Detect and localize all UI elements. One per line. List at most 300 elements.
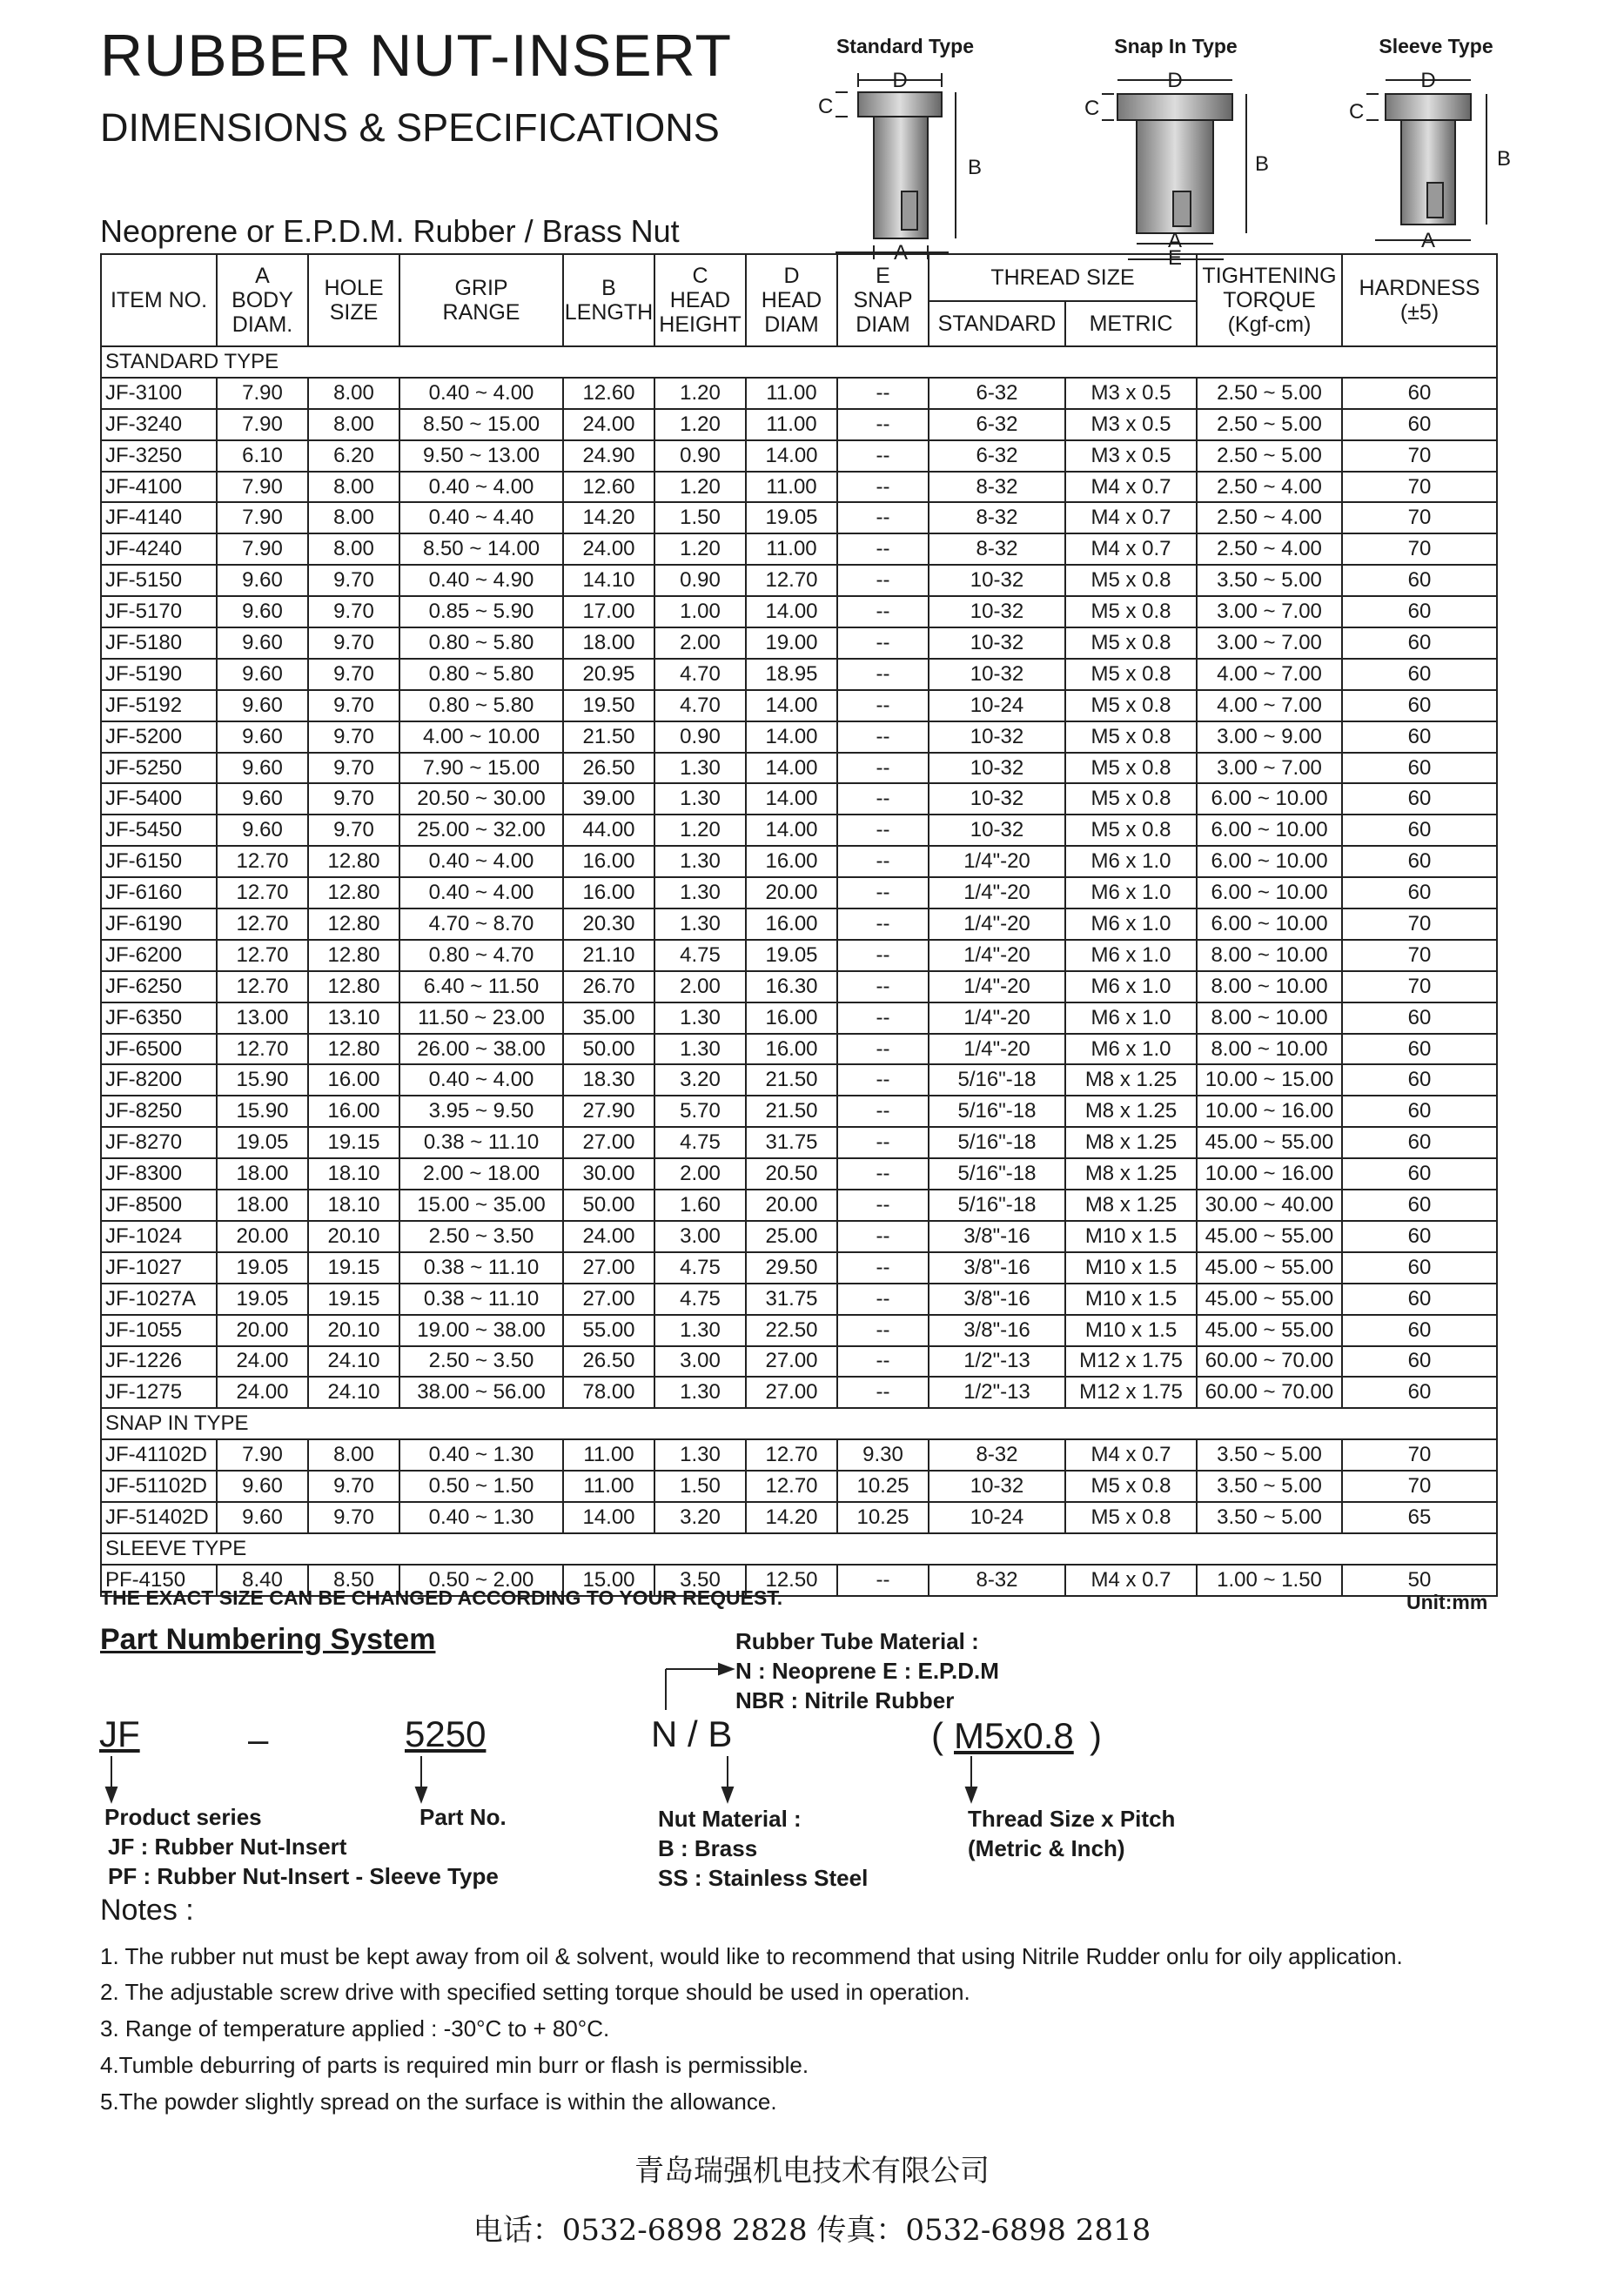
table-cell: M6 x 1.0: [1065, 908, 1197, 940]
table-cell: M5 x 0.8: [1065, 721, 1197, 753]
table-cell: 11.00: [563, 1471, 654, 1502]
table-cell: 6.40 ~ 11.50: [399, 971, 563, 1002]
table-cell: 10-24: [929, 1502, 1065, 1533]
header-hardness: HARDNESS (±5): [1342, 254, 1497, 346]
table-cell: 20.95: [563, 659, 654, 690]
table-cell: 16.00: [308, 1064, 399, 1096]
table-cell: 18.95: [746, 659, 837, 690]
table-cell: JF-3250: [101, 440, 217, 472]
table-cell: 8.40: [217, 1565, 308, 1596]
table-cell: M3 x 0.5: [1065, 378, 1197, 409]
header-d-head-diam: D HEAD DIAM: [746, 254, 837, 346]
table-cell: 9.60: [217, 565, 308, 596]
table-cell: JF-1055: [101, 1315, 217, 1346]
table-cell: JF-6150: [101, 846, 217, 877]
table-cell: 10-32: [929, 753, 1065, 784]
table-cell: 60: [1342, 1096, 1497, 1127]
table-cell: 50.00: [563, 1190, 654, 1221]
table-cell: 5.70: [654, 1096, 746, 1127]
header-grip-range: GRIP RANGE: [399, 254, 563, 346]
table-cell: 26.70: [563, 971, 654, 1002]
table-cell: 60: [1342, 1034, 1497, 1065]
table-cell: 7.90: [217, 1439, 308, 1471]
table-cell: 19.15: [308, 1127, 399, 1158]
table-cell: 60: [1342, 1127, 1497, 1158]
table-cell: 15.90: [217, 1096, 308, 1127]
dim-c: C: [818, 95, 834, 118]
sleeve-type-label: Sleeve Type: [1379, 35, 1493, 57]
table-cell: 4.70: [654, 690, 746, 721]
table-cell: 27.00: [746, 1346, 837, 1378]
table-cell: 3/8"-16: [929, 1252, 1065, 1284]
table-cell: M4 x 0.7: [1065, 533, 1197, 565]
table-cell: JF-5180: [101, 627, 217, 659]
dim-b: B: [1255, 152, 1270, 176]
table-cell: 1.30: [654, 753, 746, 784]
table-cell: 3.50: [654, 1565, 746, 1596]
table-cell: 21.10: [563, 940, 654, 971]
table-cell: --: [837, 1221, 929, 1252]
table-cell: 7.90: [217, 378, 308, 409]
table-cell: 19.05: [217, 1284, 308, 1315]
dim-c: C: [1349, 100, 1365, 124]
table-cell: JF-51102D: [101, 1471, 217, 1502]
table-cell: 5/16"-18: [929, 1096, 1065, 1127]
table-cell: 60.00 ~ 70.00: [1197, 1377, 1342, 1408]
table-cell: M10 x 1.5: [1065, 1252, 1197, 1284]
table-cell: 3.00 ~ 7.00: [1197, 627, 1342, 659]
table-cell: 19.00 ~ 38.00: [399, 1315, 563, 1346]
table-cell: 27.00: [746, 1377, 837, 1408]
table-cell: 14.00: [563, 1502, 654, 1533]
table-cell: --: [837, 502, 929, 533]
table-cell: M4 x 0.7: [1065, 502, 1197, 533]
header-e-snap-diam: E SNAP DIAM: [837, 254, 929, 346]
table-cell: 13.10: [308, 1002, 399, 1034]
table-cell: M5 x 0.8: [1065, 565, 1197, 596]
table-cell: 9.70: [308, 1502, 399, 1533]
table-cell: JF-5450: [101, 815, 217, 846]
note-item: 4.Tumble deburring of parts is required min burr or flash is permissible.: [100, 2052, 809, 2078]
table-cell: M6 x 1.0: [1065, 1002, 1197, 1034]
table-cell: 18.10: [308, 1158, 399, 1190]
table-cell: 4.70 ~ 8.70: [399, 908, 563, 940]
table-cell: 2.50 ~ 4.00: [1197, 502, 1342, 533]
table-cell: --: [837, 1064, 929, 1096]
table-cell: 18.00: [217, 1190, 308, 1221]
table-cell: 3.00 ~ 7.00: [1197, 596, 1342, 627]
table-cell: 9.60: [217, 659, 308, 690]
table-cell: 14.10: [563, 565, 654, 596]
table-cell: 0.85 ~ 5.90: [399, 596, 563, 627]
table-cell: 14.20: [563, 502, 654, 533]
dim-a: A: [893, 241, 909, 261]
table-cell: 8.00: [308, 472, 399, 503]
table-cell: 18.30: [563, 1064, 654, 1096]
table-cell: --: [837, 846, 929, 877]
table-cell: 70: [1342, 440, 1497, 472]
table-cell: 3.50 ~ 5.00: [1197, 1439, 1342, 1471]
table-cell: --: [837, 690, 929, 721]
table-cell: --: [837, 1127, 929, 1158]
note-item: 2. The adjustable screw drive with specified setting torque should be used in operation.: [100, 1979, 970, 2005]
table-cell: 4.00 ~ 10.00: [399, 721, 563, 753]
table-cell: 2.50 ~ 3.50: [399, 1346, 563, 1378]
table-cell: 4.00 ~ 7.00: [1197, 690, 1342, 721]
table-cell: 1.20: [654, 409, 746, 440]
table-cell: 8.50 ~ 15.00: [399, 409, 563, 440]
table-cell: 1.30: [654, 783, 746, 815]
table-cell: 11.00: [746, 409, 837, 440]
table-cell: 24.00: [217, 1377, 308, 1408]
table-cell: 0.90: [654, 565, 746, 596]
table-cell: JF-8250: [101, 1096, 217, 1127]
table-cell: 1.30: [654, 877, 746, 908]
table-cell: 9.60: [217, 753, 308, 784]
table-cell: 0.50 ~ 1.50: [399, 1471, 563, 1502]
table-cell: JF-1024: [101, 1221, 217, 1252]
table-cell: 18.00: [217, 1158, 308, 1190]
table-cell: 10.25: [837, 1502, 929, 1533]
table-cell: JF-6500: [101, 1034, 217, 1065]
table-cell: 29.50: [746, 1252, 837, 1284]
company-name: 青岛瑞强机电技术有限公司: [634, 2154, 990, 2189]
material-subtitle: Neoprene or E.P.D.M. Rubber / Brass Nut: [100, 213, 680, 249]
page-subtitle: DIMENSIONS & SPECIFICATIONS: [100, 105, 720, 150]
dim-a: A: [1420, 229, 1436, 252]
table-cell: M6 x 1.0: [1065, 971, 1197, 1002]
table-cell: JF-5200: [101, 721, 217, 753]
table-cell: JF-5192: [101, 690, 217, 721]
table-cell: 9.60: [217, 783, 308, 815]
table-cell: 8.00: [308, 502, 399, 533]
unit-label: Unit:mm: [1406, 1591, 1488, 1613]
table-cell: 24.90: [563, 440, 654, 472]
table-cell: 24.00: [217, 1346, 308, 1378]
table-cell: 60: [1342, 1002, 1497, 1034]
table-cell: 14.00: [746, 721, 837, 753]
table-cell: 27.00: [563, 1127, 654, 1158]
table-cell: 11.00: [563, 1439, 654, 1471]
table-cell: M5 x 0.8: [1065, 690, 1197, 721]
table-cell: 70: [1342, 533, 1497, 565]
table-cell: 60: [1342, 565, 1497, 596]
table-cell: --: [837, 1096, 929, 1127]
table-cell: 0.90: [654, 440, 746, 472]
table-cell: 12.70: [217, 846, 308, 877]
table-cell: 12.70: [217, 940, 308, 971]
table-cell: M6 x 1.0: [1065, 877, 1197, 908]
table-cell: 21.50: [563, 721, 654, 753]
table-cell: 8-32: [929, 1439, 1065, 1471]
table-cell: JF-3240: [101, 409, 217, 440]
table-cell: 1/4"-20: [929, 908, 1065, 940]
table-cell: 1.00 ~ 1.50: [1197, 1565, 1342, 1596]
table-cell: --: [837, 721, 929, 753]
table-cell: 45.00 ~ 55.00: [1197, 1221, 1342, 1252]
table-cell: 1/4"-20: [929, 846, 1065, 877]
table-cell: 70: [1342, 940, 1497, 971]
dim-b: B: [968, 156, 983, 179]
table-cell: JF-8300: [101, 1158, 217, 1190]
table-cell: 11.50 ~ 23.00: [399, 1002, 563, 1034]
table-cell: 12.80: [308, 971, 399, 1002]
table-cell: 11.00: [746, 378, 837, 409]
table-cell: --: [837, 1377, 929, 1408]
table-cell: 24.00: [563, 533, 654, 565]
table-cell: 6-32: [929, 409, 1065, 440]
table-cell: 8.00: [308, 378, 399, 409]
header-thread-standard: STANDARD: [929, 301, 1065, 346]
table-cell: 1.20: [654, 533, 746, 565]
table-cell: 31.75: [746, 1127, 837, 1158]
nut-material-desc: Nut Material : B : Brass SS : Stainless Steel: [658, 1806, 869, 1891]
table-cell: 12.80: [308, 846, 399, 877]
table-cell: 4.75: [654, 1252, 746, 1284]
table-cell: 1/2"-13: [929, 1346, 1065, 1378]
table-cell: 70: [1342, 908, 1497, 940]
snap-in-type-label: Snap In Type: [1114, 35, 1238, 57]
table-cell: M6 x 1.0: [1065, 940, 1197, 971]
material-token: N / B: [651, 1713, 733, 1754]
table-cell: 16.30: [746, 971, 837, 1002]
table-cell: 0.90: [654, 721, 746, 753]
table-cell: --: [837, 596, 929, 627]
table-cell: 9.60: [217, 815, 308, 846]
table-cell: 78.00: [563, 1377, 654, 1408]
table-cell: 60: [1342, 659, 1497, 690]
table-cell: 0.40 ~ 4.00: [399, 846, 563, 877]
table-cell: 12.70: [746, 1471, 837, 1502]
table-cell: 19.00: [746, 627, 837, 659]
table-cell: 14.00: [746, 783, 837, 815]
table-cell: --: [837, 565, 929, 596]
section-label: SNAP IN TYPE: [101, 1408, 1497, 1439]
table-cell: JF-1275: [101, 1377, 217, 1408]
table-cell: 8.00 ~ 10.00: [1197, 1002, 1342, 1034]
table-cell: 2.50 ~ 5.00: [1197, 440, 1342, 472]
table-cell: JF-5400: [101, 783, 217, 815]
header-a-body-diam: A BODY DIAM.: [217, 254, 308, 346]
table-cell: M8 x 1.25: [1065, 1158, 1197, 1190]
table-cell: JF-8500: [101, 1190, 217, 1221]
table-cell: 60: [1342, 753, 1497, 784]
table-cell: JF-6350: [101, 1002, 217, 1034]
table-cell: 14.00: [746, 690, 837, 721]
table-cell: 17.00: [563, 596, 654, 627]
table-cell: JF-5250: [101, 753, 217, 784]
table-cell: --: [837, 1034, 929, 1065]
table-cell: 10-32: [929, 783, 1065, 815]
table-cell: 3/8"-16: [929, 1315, 1065, 1346]
table-cell: --: [837, 472, 929, 503]
header-item-no: ITEM NO.: [101, 254, 217, 346]
table-cell: JF-8270: [101, 1127, 217, 1158]
table-cell: 10-32: [929, 565, 1065, 596]
table-cell: 24.00: [563, 409, 654, 440]
standard-type-label: Standard Type: [835, 35, 975, 57]
table-cell: 60: [1342, 1252, 1497, 1284]
dim-c: C: [1084, 97, 1100, 120]
table-cell: JF-5190: [101, 659, 217, 690]
table-cell: 14.00: [746, 440, 837, 472]
table-cell: M5 x 0.8: [1065, 783, 1197, 815]
table-cell: 15.90: [217, 1064, 308, 1096]
table-cell: JF-51402D: [101, 1502, 217, 1533]
dim-d: D: [892, 69, 908, 92]
table-cell: 16.00: [746, 908, 837, 940]
thread-desc: Thread Size x Pitch (Metric & Inch): [968, 1806, 1176, 1861]
table-cell: 15.00: [563, 1565, 654, 1596]
table-cell: 27.00: [563, 1252, 654, 1284]
table-cell: 60: [1342, 1158, 1497, 1190]
table-cell: 2.00: [654, 971, 746, 1002]
table-cell: 16.00: [563, 877, 654, 908]
table-cell: 9.70: [308, 627, 399, 659]
size-change-note: THE EXACT SIZE CAN BE CHANGED ACCORDING TO YOUR REQUEST.: [100, 1586, 783, 1609]
table-cell: M5 x 0.8: [1065, 815, 1197, 846]
header-thread-size: THREAD SIZE: [929, 254, 1197, 301]
table-cell: 9.70: [308, 1471, 399, 1502]
table-cell: M8 x 1.25: [1065, 1190, 1197, 1221]
table-cell: 12.70: [217, 1034, 308, 1065]
table-cell: 44.00: [563, 815, 654, 846]
table-cell: 70: [1342, 971, 1497, 1002]
table-cell: --: [837, 378, 929, 409]
table-cell: 16.00: [746, 1002, 837, 1034]
table-cell: 15.00 ~ 35.00: [399, 1190, 563, 1221]
table-cell: 6.00 ~ 10.00: [1197, 815, 1342, 846]
table-cell: 9.70: [308, 815, 399, 846]
table-cell: 3.95 ~ 9.50: [399, 1096, 563, 1127]
table-cell: M5 x 0.8: [1065, 659, 1197, 690]
table-cell: 9.60: [217, 1471, 308, 1502]
table-cell: 8.00 ~ 10.00: [1197, 940, 1342, 971]
table-cell: 0.40 ~ 4.40: [399, 502, 563, 533]
table-cell: 10-32: [929, 1471, 1065, 1502]
table-cell: 60: [1342, 1346, 1497, 1378]
table-cell: M3 x 0.5: [1065, 409, 1197, 440]
table-cell: 11.00: [746, 533, 837, 565]
table-cell: 3.50 ~ 5.00: [1197, 1471, 1342, 1502]
table-cell: 24.10: [308, 1346, 399, 1378]
table-cell: 4.75: [654, 1127, 746, 1158]
table-cell: M12 x 1.75: [1065, 1346, 1197, 1378]
part-numbering-heading: Part Numbering System: [100, 1623, 436, 1656]
table-cell: 13.00: [217, 1002, 308, 1034]
table-cell: 9.70: [308, 565, 399, 596]
table-cell: 60: [1342, 1221, 1497, 1252]
table-cell: 1.30: [654, 1315, 746, 1346]
table-cell: 35.00: [563, 1002, 654, 1034]
table-cell: --: [837, 753, 929, 784]
table-cell: 70: [1342, 1471, 1497, 1502]
table-cell: 14.00: [746, 815, 837, 846]
table-cell: 0.80 ~ 5.80: [399, 627, 563, 659]
table-cell: 6.10: [217, 440, 308, 472]
table-cell: 60: [1342, 690, 1497, 721]
table-cell: 0.40 ~ 1.30: [399, 1502, 563, 1533]
table-cell: --: [837, 908, 929, 940]
table-cell: JF-5170: [101, 596, 217, 627]
table-cell: 6-32: [929, 440, 1065, 472]
table-cell: 16.00: [563, 846, 654, 877]
table-cell: 7.90: [217, 502, 308, 533]
thread-close-token: ): [1090, 1715, 1102, 1756]
table-cell: 9.60: [217, 690, 308, 721]
table-cell: 0.38 ~ 11.10: [399, 1284, 563, 1315]
table-cell: 5/16"-18: [929, 1127, 1065, 1158]
table-cell: 10-32: [929, 596, 1065, 627]
table-cell: 0.40 ~ 1.30: [399, 1439, 563, 1471]
table-cell: 6.00 ~ 10.00: [1197, 846, 1342, 877]
table-cell: M6 x 1.0: [1065, 846, 1197, 877]
table-cell: 6.00 ~ 10.00: [1197, 877, 1342, 908]
table-cell: PF-4150: [101, 1565, 217, 1596]
table-cell: 2.50 ~ 5.00: [1197, 409, 1342, 440]
table-cell: 0.38 ~ 11.10: [399, 1252, 563, 1284]
table-cell: 60: [1342, 596, 1497, 627]
table-cell: 60: [1342, 815, 1497, 846]
table-cell: M10 x 1.5: [1065, 1315, 1197, 1346]
table-cell: JF-6200: [101, 940, 217, 971]
table-cell: 9.60: [217, 627, 308, 659]
table-cell: 12.70: [746, 1439, 837, 1471]
table-cell: 7.90: [217, 472, 308, 503]
table-cell: 21.50: [746, 1064, 837, 1096]
dim-d: D: [1167, 69, 1183, 92]
header-b-length: B LENGTH: [563, 254, 654, 346]
table-cell: 12.70: [217, 971, 308, 1002]
table-cell: 9.50 ~ 13.00: [399, 440, 563, 472]
table-cell: 1.00: [654, 596, 746, 627]
rubber-tube-material: Rubber Tube Material : N : Neoprene E : E.P.D.M NBR : Nitrile Rubber: [735, 1628, 999, 1713]
table-cell: JF-6160: [101, 877, 217, 908]
table-cell: 2.50 ~ 5.00: [1197, 378, 1342, 409]
table-cell: 60: [1342, 846, 1497, 877]
table-cell: JF-5150: [101, 565, 217, 596]
table-cell: JF-4140: [101, 502, 217, 533]
table-cell: 21.50: [746, 1096, 837, 1127]
header-c-head-height: C HEAD HEIGHT: [654, 254, 746, 346]
table-cell: --: [837, 1346, 929, 1378]
table-cell: 16.00: [746, 846, 837, 877]
notes-heading: Notes :: [100, 1894, 194, 1927]
table-cell: 30.00 ~ 40.00: [1197, 1190, 1342, 1221]
table-cell: 18.10: [308, 1190, 399, 1221]
table-cell: 9.70: [308, 721, 399, 753]
table-cell: 1/2"-13: [929, 1377, 1065, 1408]
table-cell: 8.00: [308, 533, 399, 565]
table-cell: 1.20: [654, 472, 746, 503]
table-cell: M4 x 0.7: [1065, 472, 1197, 503]
table-cell: JF-41102D: [101, 1439, 217, 1471]
thread-open-token: (: [931, 1715, 943, 1756]
table-cell: 19.15: [308, 1284, 399, 1315]
table-cell: 19.05: [217, 1252, 308, 1284]
table-cell: 8.00 ~ 10.00: [1197, 971, 1342, 1002]
table-cell: --: [837, 1002, 929, 1034]
note-item: 1. The rubber nut must be kept away from oil & solvent, would like to recommend that using Nitrile Rudder onlu for oily application.: [100, 1943, 1403, 1969]
table-cell: 6.00 ~ 10.00: [1197, 908, 1342, 940]
table-cell: 8-32: [929, 472, 1065, 503]
table-cell: 20.00: [746, 1190, 837, 1221]
table-cell: 10-32: [929, 659, 1065, 690]
table-cell: 20.00: [217, 1315, 308, 1346]
table-cell: 55.00: [563, 1315, 654, 1346]
table-cell: 60: [1342, 627, 1497, 659]
table-cell: M10 x 1.5: [1065, 1221, 1197, 1252]
